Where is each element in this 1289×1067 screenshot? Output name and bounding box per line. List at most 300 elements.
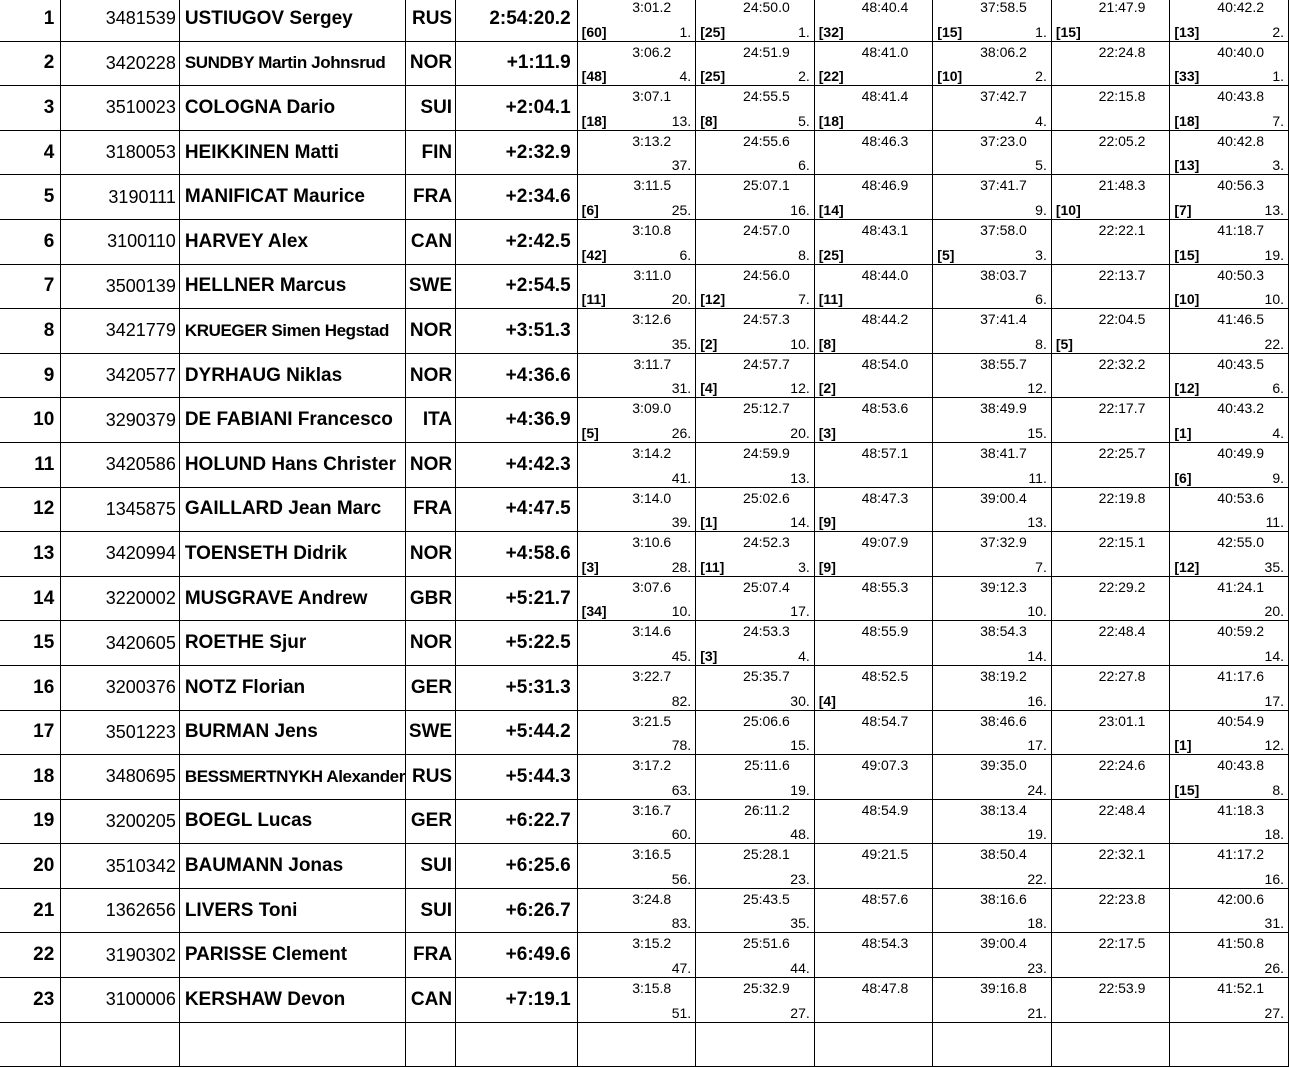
split-cell xyxy=(1170,844,1289,889)
split-cell xyxy=(1170,710,1289,755)
split-rank: 6. xyxy=(1035,291,1047,308)
table-row xyxy=(0,978,1289,1023)
split-cell xyxy=(933,353,1052,398)
split-cell xyxy=(577,844,696,889)
split-time: 38:03.7 xyxy=(980,266,1027,283)
split-time: 37:41.7 xyxy=(980,177,1027,194)
split-time: 22:17.5 xyxy=(1098,935,1146,952)
split-cell xyxy=(696,309,815,354)
split-time: 42:00.6 xyxy=(1217,890,1264,907)
split-cell xyxy=(1051,532,1170,577)
split-rank: 3. xyxy=(798,558,810,575)
split-time: 23:01.1 xyxy=(1098,712,1146,729)
split-bonus: [6] xyxy=(1174,469,1192,486)
split-cell xyxy=(1051,353,1170,398)
split-rank: 47. xyxy=(671,960,692,977)
result-time-cell: +2:42.5 xyxy=(456,219,578,264)
split-time: 24:52.3 xyxy=(743,534,790,551)
split-time: 22:24.8 xyxy=(1098,43,1146,60)
split-time: 24:56.0 xyxy=(743,266,790,283)
split-bonus: [1] xyxy=(1174,424,1192,441)
nation-cell: FRA xyxy=(405,933,455,978)
split-cell xyxy=(1051,442,1170,487)
split-cell xyxy=(933,309,1052,354)
table-row xyxy=(0,532,1289,577)
nation-cell: NOR xyxy=(405,353,455,398)
split-bonus: [10] xyxy=(1174,291,1200,308)
rank-cell: 15 xyxy=(0,621,61,666)
rank-cell: 11 xyxy=(0,442,61,487)
split-time: 22:17.7 xyxy=(1098,400,1146,417)
split-rank: 1. xyxy=(1035,23,1047,40)
split-bonus: [11] xyxy=(700,558,725,575)
split-bonus: [15] xyxy=(1174,246,1200,263)
split-cell xyxy=(933,442,1052,487)
split-cell xyxy=(1051,978,1170,1023)
split-time: 3:13.2 xyxy=(632,132,672,149)
table-row-partial xyxy=(0,1022,1289,1067)
split-time: 3:16.7 xyxy=(632,801,672,818)
split-rank: 8. xyxy=(1035,335,1047,352)
split-time: 3:15.8 xyxy=(632,980,672,997)
fis-code-cell: 3421779 xyxy=(61,309,180,354)
split-time: 25:07.4 xyxy=(743,578,790,595)
athlete-name-cell: HOLUND Hans Christer xyxy=(179,442,405,487)
split-rank: 2. xyxy=(798,68,810,85)
split-time: 40:59.2 xyxy=(1217,623,1264,640)
split-time: 37:58.5 xyxy=(980,0,1027,15)
rank-cell: 8 xyxy=(0,309,61,354)
result-time-cell: +2:54.5 xyxy=(456,264,578,309)
nation-cell: SWE xyxy=(405,710,455,755)
table-row xyxy=(0,799,1289,844)
fis-code-cell: 3420586 xyxy=(61,442,180,487)
nation-cell: SUI xyxy=(405,86,455,131)
split-cell xyxy=(1051,86,1170,131)
split-cell xyxy=(577,710,696,755)
split-cell xyxy=(814,710,933,755)
split-time: 3:21.5 xyxy=(632,712,672,729)
split-bonus: [12] xyxy=(1174,558,1200,575)
rank-cell: 4 xyxy=(0,130,61,175)
fis-code-cell: 1345875 xyxy=(61,487,180,532)
split-cell xyxy=(1170,219,1289,264)
split-rank: 39. xyxy=(671,514,692,531)
split-cell xyxy=(577,442,696,487)
split-rank: 26. xyxy=(1264,960,1284,977)
split-rank: 7. xyxy=(1272,112,1284,129)
fis-code-cell: 3200205 xyxy=(61,799,180,844)
athlete-name-cell: MANIFICAT Maurice xyxy=(179,175,405,220)
split-rank: 19. xyxy=(1027,826,1047,843)
split-rank: 44. xyxy=(790,960,810,977)
split-time: 41:18.7 xyxy=(1217,221,1264,238)
empty-cell xyxy=(1051,1022,1170,1067)
result-time-cell: +5:44.3 xyxy=(456,755,578,800)
split-time: 49:07.9 xyxy=(861,534,909,551)
split-time: 40:40.0 xyxy=(1217,43,1264,60)
split-cell xyxy=(1051,799,1170,844)
result-time-cell: 2:54:20.2 xyxy=(456,0,578,41)
split-cell xyxy=(577,576,696,621)
result-time-cell: +2:04.1 xyxy=(456,86,578,131)
split-cell xyxy=(933,264,1052,309)
split-cell xyxy=(696,844,815,889)
split-cell xyxy=(696,219,815,264)
split-rank: 10. xyxy=(790,335,810,352)
split-time: 25:12.7 xyxy=(743,400,790,417)
split-time: 24:59.9 xyxy=(743,444,790,461)
split-rank: 2. xyxy=(1272,23,1284,40)
split-rank: 19. xyxy=(790,781,810,798)
split-rank: 13. xyxy=(1264,201,1284,218)
split-bonus: [18] xyxy=(818,112,844,129)
fis-code-cell: 3420228 xyxy=(61,41,180,86)
table-row xyxy=(0,621,1289,666)
nation-cell: NOR xyxy=(405,41,455,86)
table-row xyxy=(0,755,1289,800)
fis-code-cell: 3510342 xyxy=(61,844,180,889)
split-cell xyxy=(933,0,1052,41)
split-time: 48:55.3 xyxy=(861,578,909,595)
split-bonus: [60] xyxy=(581,23,607,40)
rank-cell: 22 xyxy=(0,933,61,978)
split-time: 3:16.5 xyxy=(632,846,672,863)
split-cell xyxy=(1051,175,1170,220)
split-time: 40:43.5 xyxy=(1217,355,1264,372)
split-time: 22:23.8 xyxy=(1098,890,1146,907)
split-rank: 23. xyxy=(790,870,810,887)
athlete-name-cell: HELLNER Marcus xyxy=(179,264,405,309)
split-rank: 13. xyxy=(1027,514,1047,531)
split-time: 21:47.9 xyxy=(1098,0,1146,15)
rank-cell: 23 xyxy=(0,978,61,1023)
athlete-name-cell: DYRHAUG Niklas xyxy=(179,353,405,398)
split-rank: 14. xyxy=(790,514,810,531)
split-time: 25:02.6 xyxy=(743,489,790,506)
split-cell xyxy=(696,175,815,220)
split-time: 40:49.9 xyxy=(1217,444,1264,461)
split-time: 42:55.0 xyxy=(1217,534,1264,551)
fis-code-cell: 3480695 xyxy=(61,755,180,800)
split-bonus: [3] xyxy=(700,647,718,664)
split-time: 40:43.8 xyxy=(1217,757,1264,774)
rank-cell: 14 xyxy=(0,576,61,621)
split-cell xyxy=(696,665,815,710)
split-bonus: [15] xyxy=(1174,781,1200,798)
empty-cell xyxy=(61,1022,180,1067)
split-bonus: [6] xyxy=(581,201,599,218)
split-rank: 5. xyxy=(798,112,810,129)
split-time: 25:06.6 xyxy=(743,712,790,729)
split-bonus: [25] xyxy=(700,23,726,40)
split-bonus: [48] xyxy=(581,68,607,85)
split-time: 22:04.5 xyxy=(1098,311,1146,328)
split-bonus: [12] xyxy=(700,291,726,308)
split-rank: 1. xyxy=(1272,68,1284,85)
nation-cell: SUI xyxy=(405,844,455,889)
split-time: 48:55.9 xyxy=(861,623,909,640)
split-time: 39:16.8 xyxy=(980,980,1027,997)
rank-cell: 3 xyxy=(0,86,61,131)
split-rank: 60. xyxy=(671,826,692,843)
split-cell xyxy=(1051,264,1170,309)
split-cell xyxy=(933,175,1052,220)
split-time: 38:13.4 xyxy=(980,801,1027,818)
split-cell xyxy=(933,933,1052,978)
split-time: 40:53.6 xyxy=(1217,489,1264,506)
rank-cell: 19 xyxy=(0,799,61,844)
split-rank: 27. xyxy=(790,1004,810,1021)
split-cell xyxy=(577,264,696,309)
nation-cell: CAN xyxy=(405,978,455,1023)
split-time: 3:07.1 xyxy=(632,88,672,105)
split-time: 3:11.0 xyxy=(633,266,672,283)
split-time: 48:54.3 xyxy=(861,935,909,952)
split-time: 48:53.6 xyxy=(861,400,909,417)
empty-cell xyxy=(814,1022,933,1067)
result-time-cell: +4:47.5 xyxy=(456,487,578,532)
rank-cell: 6 xyxy=(0,219,61,264)
split-bonus: [7] xyxy=(1174,201,1192,218)
split-rank: 30. xyxy=(790,692,810,709)
empty-cell xyxy=(0,1022,61,1067)
split-cell xyxy=(1170,309,1289,354)
fis-code-cell: 3500139 xyxy=(61,264,180,309)
split-rank: 20. xyxy=(1264,603,1284,620)
split-bonus: [3] xyxy=(581,558,599,575)
split-cell xyxy=(696,442,815,487)
split-cell xyxy=(1051,487,1170,532)
split-rank: 11. xyxy=(1028,469,1047,486)
split-time: 38:46.6 xyxy=(980,712,1027,729)
split-rank: 1. xyxy=(679,23,692,40)
rank-cell: 16 xyxy=(0,665,61,710)
split-rank: 18. xyxy=(1264,826,1284,843)
split-time: 40:43.2 xyxy=(1217,400,1264,417)
split-bonus: [3] xyxy=(818,424,836,441)
split-rank: 17. xyxy=(1264,692,1284,709)
result-time-cell: +5:44.2 xyxy=(456,710,578,755)
split-cell xyxy=(814,442,933,487)
split-cell xyxy=(696,398,815,443)
nation-cell: FIN xyxy=(405,130,455,175)
split-cell xyxy=(1051,888,1170,933)
split-cell xyxy=(696,621,815,666)
table-row xyxy=(0,442,1289,487)
split-rank: 9. xyxy=(1035,201,1047,218)
split-cell xyxy=(1170,799,1289,844)
split-time: 22:13.7 xyxy=(1098,266,1146,283)
nation-cell: CAN xyxy=(405,219,455,264)
split-time: 22:19.8 xyxy=(1098,489,1146,506)
result-time-cell: +7:19.1 xyxy=(456,978,578,1023)
athlete-name-cell: GAILLARD Jean Marc xyxy=(179,487,405,532)
split-bonus: [42] xyxy=(581,246,607,263)
split-cell xyxy=(814,398,933,443)
result-time-cell: +1:11.9 xyxy=(456,41,578,86)
split-rank: 21. xyxy=(1027,1004,1047,1021)
split-cell xyxy=(577,353,696,398)
split-time: 37:32.9 xyxy=(980,534,1027,551)
split-cell xyxy=(933,576,1052,621)
split-rank: 63. xyxy=(671,781,692,798)
table-row xyxy=(0,219,1289,264)
split-cell xyxy=(577,309,696,354)
split-time: 38:06.2 xyxy=(980,43,1027,60)
athlete-name-cell: COLOGNA Dario xyxy=(179,86,405,131)
rank-cell: 13 xyxy=(0,532,61,577)
split-rank: 6. xyxy=(679,246,692,263)
split-time: 48:43.1 xyxy=(861,221,909,238)
rank-cell: 21 xyxy=(0,888,61,933)
split-rank: 4. xyxy=(1035,112,1047,129)
fis-code-cell: 3420577 xyxy=(61,353,180,398)
split-time: 3:22.7 xyxy=(632,667,672,684)
result-time-cell: +3:51.3 xyxy=(456,309,578,354)
split-rank: 6. xyxy=(1272,380,1284,397)
split-bonus: [4] xyxy=(818,692,836,709)
split-rank: 9. xyxy=(1272,469,1284,486)
split-time: 39:35.0 xyxy=(980,757,1027,774)
nation-cell: FRA xyxy=(405,487,455,532)
split-time: 22:53.9 xyxy=(1098,980,1146,997)
split-time: 40:43.8 xyxy=(1217,88,1264,105)
rank-cell: 5 xyxy=(0,175,61,220)
split-rank: 31. xyxy=(1264,915,1284,932)
split-time: 3:14.0 xyxy=(632,489,672,506)
split-cell xyxy=(933,755,1052,800)
split-bonus: [18] xyxy=(1174,112,1200,129)
split-rank: 51. xyxy=(671,1004,692,1021)
split-time: 22:32.2 xyxy=(1098,355,1146,372)
split-cell xyxy=(577,130,696,175)
split-bonus: [1] xyxy=(1174,737,1192,754)
result-time-cell: +2:34.6 xyxy=(456,175,578,220)
split-cell xyxy=(577,621,696,666)
split-bonus: [13] xyxy=(1174,157,1200,174)
split-bonus: [2] xyxy=(700,335,718,352)
split-time: 25:11.6 xyxy=(744,757,790,774)
fis-code-cell: 3420605 xyxy=(61,621,180,666)
split-rank: 12. xyxy=(1027,380,1047,397)
split-cell xyxy=(577,799,696,844)
split-rank: 37. xyxy=(671,157,692,174)
split-bonus: [5] xyxy=(1055,335,1073,352)
split-time: 25:32.9 xyxy=(743,980,790,997)
split-cell xyxy=(1051,621,1170,666)
split-time: 22:15.1 xyxy=(1098,534,1146,551)
split-cell xyxy=(577,219,696,264)
split-rank: 8. xyxy=(798,246,810,263)
empty-cell xyxy=(577,1022,696,1067)
result-time-cell: +5:22.5 xyxy=(456,621,578,666)
split-time: 22:22.1 xyxy=(1098,221,1146,238)
split-rank: 11. xyxy=(1265,514,1284,531)
split-time: 48:57.6 xyxy=(861,890,909,907)
split-time: 22:24.6 xyxy=(1098,757,1146,774)
split-cell xyxy=(814,978,933,1023)
split-time: 38:54.3 xyxy=(980,623,1027,640)
split-time: 3:09.0 xyxy=(632,400,672,417)
split-cell xyxy=(1051,933,1170,978)
nation-cell: NOR xyxy=(405,532,455,577)
split-cell xyxy=(933,799,1052,844)
split-rank: 13. xyxy=(790,469,810,486)
split-time: 48:54.7 xyxy=(861,712,909,729)
athlete-name-cell: BOEGL Lucas xyxy=(179,799,405,844)
split-time: 22:29.2 xyxy=(1098,578,1146,595)
table-row xyxy=(0,264,1289,309)
split-cell xyxy=(696,933,815,978)
split-rank: 3. xyxy=(1272,157,1284,174)
split-cell xyxy=(1051,130,1170,175)
split-cell xyxy=(814,532,933,577)
split-time: 3:11.5 xyxy=(633,177,672,194)
split-time: 49:07.3 xyxy=(861,757,909,774)
split-time: 22:15.8 xyxy=(1098,88,1146,105)
athlete-name-cell: BESSMERTNYKH Alexander xyxy=(179,755,405,800)
split-time: 39:00.4 xyxy=(980,935,1027,952)
split-time: 41:24.1 xyxy=(1217,578,1264,595)
table-row xyxy=(0,398,1289,443)
split-time: 48:57.1 xyxy=(861,444,909,461)
nation-cell: NOR xyxy=(405,621,455,666)
split-time: 22:32.1 xyxy=(1098,846,1146,863)
nation-cell: RUS xyxy=(405,755,455,800)
table-row xyxy=(0,41,1289,86)
split-cell xyxy=(577,487,696,532)
split-cell xyxy=(933,888,1052,933)
split-time: 3:14.6 xyxy=(632,623,672,640)
split-time: 38:16.6 xyxy=(980,890,1027,907)
split-cell xyxy=(696,41,815,86)
rank-cell: 20 xyxy=(0,844,61,889)
split-time: 24:53.3 xyxy=(743,623,790,640)
split-cell xyxy=(814,264,933,309)
split-time: 49:21.5 xyxy=(861,846,909,863)
split-time: 3:14.2 xyxy=(632,444,672,461)
rank-cell: 18 xyxy=(0,755,61,800)
result-time-cell: +6:25.6 xyxy=(456,844,578,889)
split-time: 3:15.2 xyxy=(632,935,672,952)
nation-cell: NOR xyxy=(405,442,455,487)
split-rank: 83. xyxy=(671,915,692,932)
split-bonus: [8] xyxy=(700,112,718,129)
table-row xyxy=(0,487,1289,532)
split-time: 38:49.9 xyxy=(980,400,1027,417)
split-cell xyxy=(814,888,933,933)
athlete-name-cell: BAUMANN Jonas xyxy=(179,844,405,889)
split-bonus: [18] xyxy=(581,112,607,129)
split-cell xyxy=(1170,621,1289,666)
split-rank: 16. xyxy=(1264,870,1284,887)
split-cell xyxy=(577,0,696,41)
split-bonus: [11] xyxy=(581,291,606,308)
split-cell xyxy=(1170,264,1289,309)
split-rank: 15. xyxy=(1027,424,1047,441)
split-rank: 2. xyxy=(1035,68,1047,85)
split-rank: 20. xyxy=(671,291,692,308)
rank-cell: 2 xyxy=(0,41,61,86)
split-cell xyxy=(814,799,933,844)
split-time: 41:50.8 xyxy=(1217,935,1264,952)
split-rank: 12. xyxy=(790,380,810,397)
split-cell xyxy=(577,755,696,800)
table-row xyxy=(0,888,1289,933)
nation-cell: GER xyxy=(405,799,455,844)
split-rank: 45. xyxy=(671,647,692,664)
